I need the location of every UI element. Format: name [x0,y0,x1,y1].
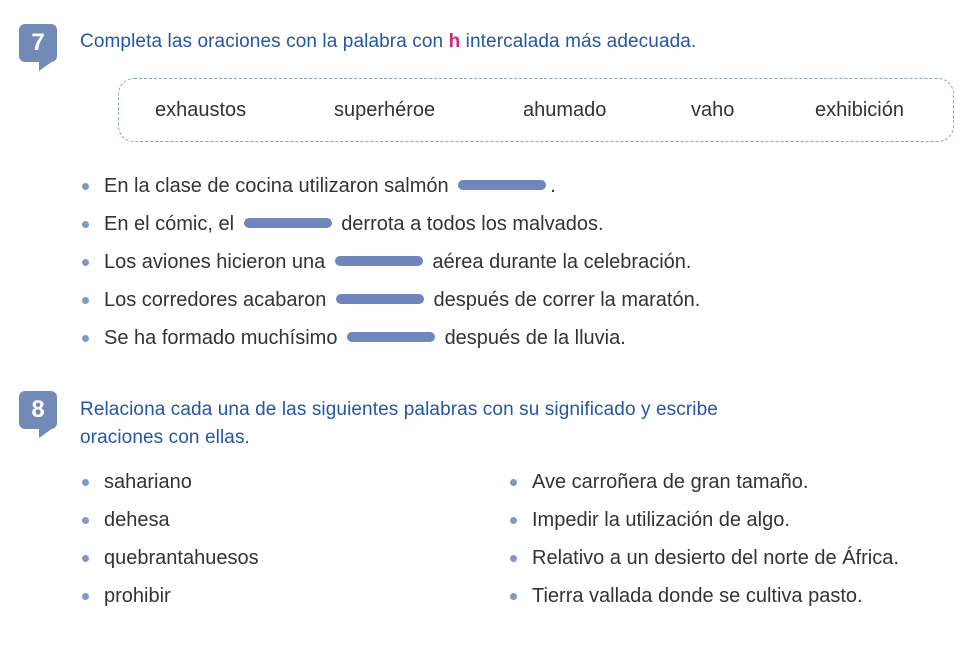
sentence-before: Los corredores acabaron [104,289,327,311]
word-bank-item: exhibición [815,99,904,121]
word-bank-item: vaho [691,99,735,121]
answer-blank[interactable] [335,256,423,266]
sentence-item [82,287,700,325]
word-bank-box [118,78,954,142]
answer-blank[interactable] [336,294,424,304]
instruction-text-post: intercalada más adecuada. [460,31,697,52]
word-item: sahariano [82,469,259,507]
word-bank-item: superhéroe [334,99,436,121]
exercise-number-badge-7 [19,24,57,62]
definition-item: Relativo a un desierto del norte de África. [510,545,899,583]
answer-blank[interactable] [458,180,546,190]
sentence-after: después de correr la maratón. [433,289,701,311]
definition-item: Tierra vallada donde se cultiva pasto. [510,583,899,621]
answer-blank[interactable] [244,218,332,228]
sentence-before: Se ha formado muchísimo [104,327,338,349]
definition-item: Ave carroñera de gran tamaño. [510,469,899,507]
sentence-item [82,173,700,211]
answer-blank[interactable] [347,332,435,342]
exercise-7-sentence-list [82,173,700,363]
exercise-8-instruction [80,396,718,452]
exercise-number: 7 [31,29,45,56]
instruction-line-2: oraciones con ellas. [80,427,250,448]
sentence-after: aérea durante la celebración. [432,251,692,273]
exercise-number: 8 [31,396,45,423]
exercise-number-badge-8 [19,391,57,429]
sentence-before: En la clase de cocina utilizaron salmón [104,175,449,197]
exercise-7-instruction [80,28,696,56]
definition-item: Impedir la utilización de algo. [510,507,899,545]
sentence-item [82,211,700,249]
word-bank-item: ahumado [523,99,607,121]
instruction-text-pre: Completa las oraciones con la palabra con [80,31,449,52]
word-item: dehesa [82,507,259,545]
sentence-after: . [550,175,556,197]
sentence-before: Los aviones hicieron una [104,251,326,273]
exercise-8-word-list [82,469,259,621]
word-bank-item: exhaustos [155,99,247,121]
instruction-line-1: Relaciona cada una de las siguientes palabras con su significado y escribe [80,399,718,420]
sentence-item [82,325,700,363]
sentence-before: En el cómic, el [104,213,235,235]
sentence-after: derrota a todos los malvados. [341,213,604,235]
word-item: prohibir [82,583,259,621]
word-item: quebrantahuesos [82,545,259,583]
exercise-8-definition-list [510,469,899,621]
sentence-item [82,249,700,287]
sentence-after: después de la lluvia. [444,327,626,349]
instruction-highlight-letter: h [448,31,461,52]
